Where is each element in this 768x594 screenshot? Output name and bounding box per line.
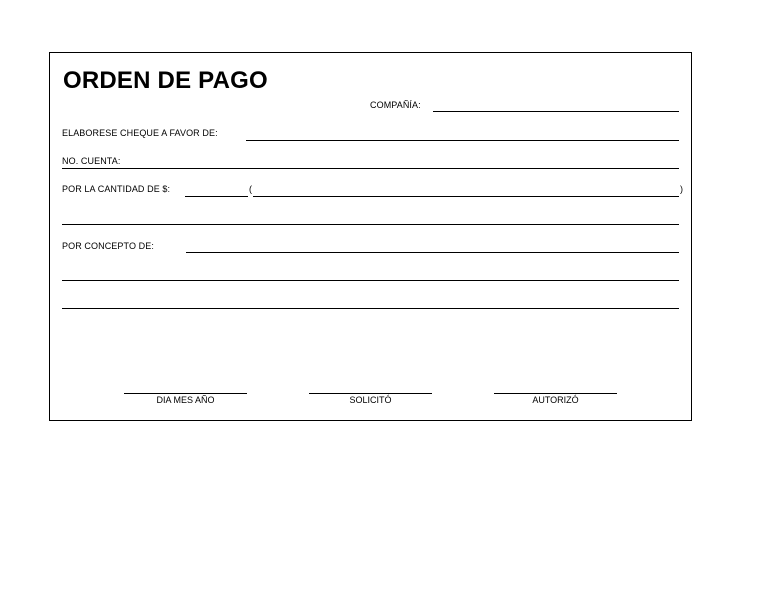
amount-close-paren: ) (680, 184, 684, 194)
concept-field-line[interactable] (186, 252, 679, 253)
account-field-line[interactable] (62, 168, 679, 169)
payee-field-line[interactable] (246, 140, 679, 141)
concept-label: POR CONCEPTO DE: (62, 241, 154, 251)
amount-number-line[interactable] (185, 196, 248, 197)
amount-label: POR LA CANTIDAD DE $: (62, 184, 171, 194)
concept-continuation-line-2[interactable] (62, 308, 679, 309)
company-label: COMPAÑÍA: (370, 100, 421, 110)
company-field-line[interactable] (433, 111, 679, 112)
requested-signature-line[interactable] (309, 393, 432, 394)
amount-open-paren: ( (249, 184, 253, 194)
date-signature-label: DIA MES AÑO (156, 395, 215, 405)
amount-words-line[interactable] (253, 196, 679, 197)
amount-continuation-line[interactable] (62, 224, 679, 225)
form-title: ORDEN DE PAGO (63, 67, 268, 94)
date-signature-line[interactable] (124, 393, 247, 394)
authorized-signature-line[interactable] (494, 393, 617, 394)
payment-order-form (49, 52, 692, 421)
account-label: NO. CUENTA: (62, 156, 121, 166)
payee-label: ELABORESE CHEQUE A FAVOR DE: (62, 128, 218, 138)
concept-continuation-line-1[interactable] (62, 280, 679, 281)
authorized-signature-label: AUTORIZÓ (532, 395, 579, 405)
requested-signature-label: SOLICITÓ (349, 395, 392, 405)
